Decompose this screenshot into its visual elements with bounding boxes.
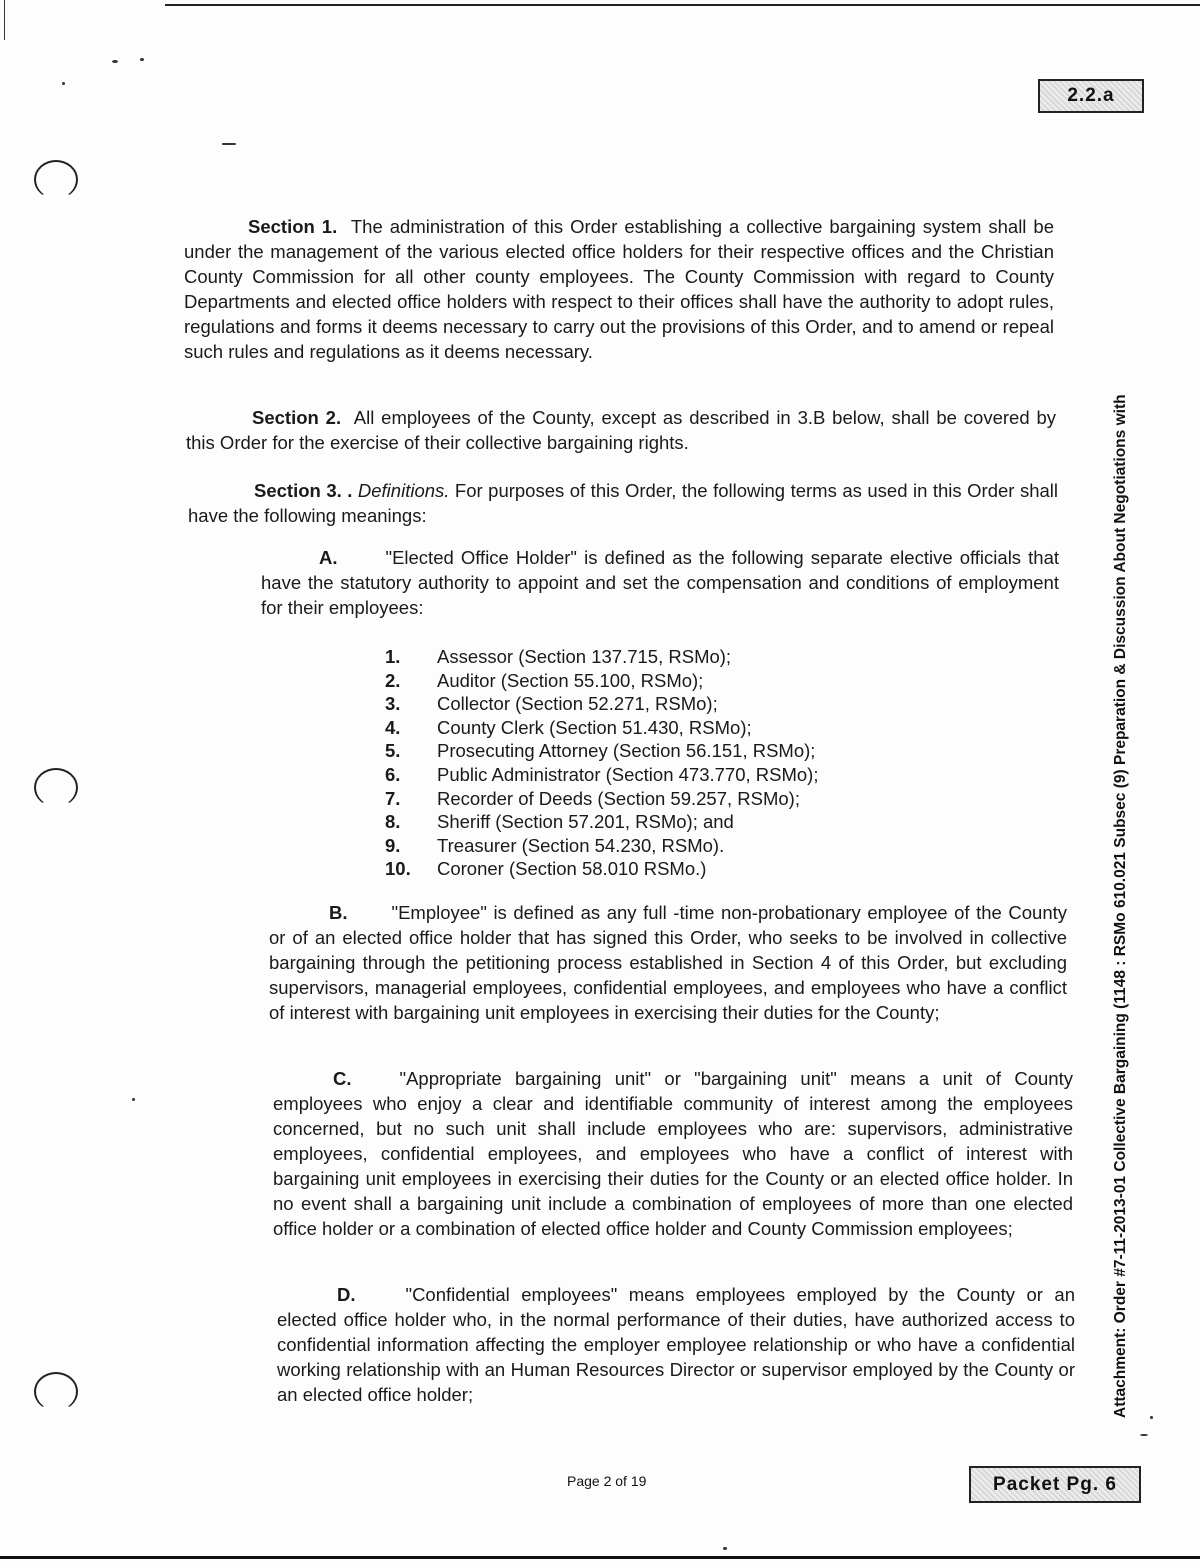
list-item: 10. Coroner (Section 58.010 RSMo.) — [385, 858, 707, 880]
list-item: 4. County Clerk (Section 51.430, RSMo); — [385, 716, 752, 738]
section-1-heading: Section 1. — [248, 216, 338, 237]
list-item: 1. Assessor (Section 137.715, RSMo); — [385, 646, 732, 667]
packet-page-stamp — [969, 1466, 1141, 1503]
definition-b-text: "Employee" is defined as any full -time non-probationary employee of the County or of an elected office holder that has signed this Order, who seeks to be involved in collective bargaining through the petitioning process established in Section 4 of this Order, but excluding supervisors, managerial employees, confidential employees, and employees who have a conflict of interest with bargaining unit employees in exercising their duties for the County; — [269, 902, 1067, 1023]
page-number: Page 2 of 19 — [567, 1473, 647, 1489]
list-item: 6. Public Administrator (Section 473.770, RSMo); — [385, 763, 819, 785]
section-2 — [186, 405, 1056, 455]
section-1 — [184, 214, 1054, 364]
definition-c — [273, 1066, 1073, 1241]
section-3 — [188, 478, 1058, 528]
definition-a-letter: A. — [319, 547, 338, 568]
attachment-side-label: Attachment: Order #7-11-2013-01 Collective Bargaining (1148 : RSMo 610.021 Subsec (9) Preparation & Discussion About Negotiations with — [1112, 394, 1129, 1418]
packet-page-number: Packet Pg. 6 — [993, 1473, 1117, 1495]
definition-b-letter: B. — [329, 902, 348, 923]
section-3-heading: Section 3. . — [254, 480, 353, 501]
list-item: 8. Sheriff (Section 57.201, RSMo); and — [385, 811, 734, 833]
agenda-item-number: 2.2.a — [1067, 85, 1115, 106]
definition-d-text: "Confidential employees" means employees employed by the County or an elected office holder who, in the normal performance of their duties, have authorized access to confidential information affecting the employer employee relationship or who have a confidential working relationship with an Human Resources Director or supervisor employed by the County or an elected office holder; — [277, 1284, 1075, 1405]
section-3-subheading: Definitions. — [357, 480, 450, 501]
section-2-heading: Section 2. — [252, 407, 342, 428]
section-1-text: The administration of this Order establishing a collective bargaining system shall be under the management of the various elected office holders for their respective offices and the Christian County Commission for all other county employees. The County Commission with regard to County Departments and elected office holders with respect to their offices shall have the authority to adopt rules, regulations and forms it deems necessary to carry out the provisions of this Order, and to amend or repeal such rules and regulations as it deems necessary. — [184, 216, 1054, 362]
list-item: 9. Treasurer (Section 54.230, RSMo). — [385, 834, 725, 856]
office-holder-list — [385, 644, 818, 880]
list-item: 7. Recorder of Deeds (Section 59.257, RSMo); — [385, 787, 800, 809]
definition-c-letter: C. — [333, 1068, 352, 1089]
list-item: 2. Auditor (Section 55.100, RSMo); — [385, 669, 704, 691]
list-item: 3. Collector (Section 52.271, RSMo); — [385, 693, 718, 715]
section-2-text: All employees of the County, except as described in 3.B below, shall be covered by this Order for the exercise of their collective bargaining rights. — [186, 407, 1056, 453]
section-3-text: For purposes of this Order, the following terms as used in this Order shall have the following meanings: — [188, 480, 1058, 526]
definition-b — [269, 900, 1067, 1025]
definition-d-letter: D. — [337, 1284, 356, 1305]
definition-d — [277, 1282, 1075, 1407]
definition-a — [261, 545, 1059, 620]
list-item: 5. Prosecuting Attorney (Section 56.151, RSMo); — [385, 740, 816, 762]
definition-a-text: "Elected Office Holder" is defined as the following separate elective officials that have the statutory authority to appoint and set the compensation and conditions of employment for their employees: — [261, 547, 1059, 618]
definition-c-text: "Appropriate bargaining unit" or "bargaining unit" means a unit of County employees who enjoy a clear and identifiable community of interest among the employees concerned, but no such unit shall include employees who are: supervisors, administrative employees, confidential employees, and employees who have a conflict of interest with bargaining unit employees in exercising their duties for the County or an elected office holder. In no event shall a bargaining unit include a combination of employees of more than one elected office holder or a combination of elected office holder and County Commission employees; — [273, 1068, 1073, 1239]
